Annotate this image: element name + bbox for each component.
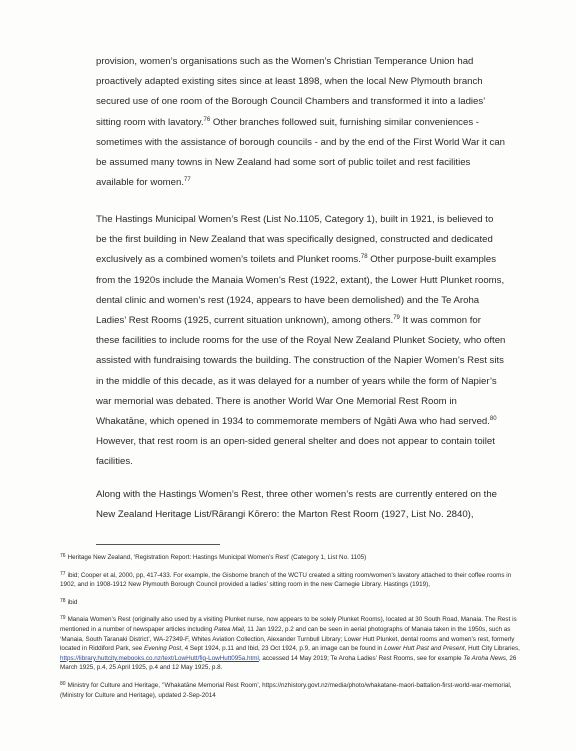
footnote-number: 77 [60, 570, 66, 577]
footnote-text-c: , 4 Sept 1924, p.11 and Ibid, 23 Oct 1924, p.9, an image can be found in [181, 645, 385, 653]
paragraph-3-text: Along with the Hastings Women’s Rest, three other women’s rests are currently entered on the New Zealand Heritage List/Rārangi Kōrero: the Marton Rest Room (1927, List No. 2840), [96, 489, 498, 521]
footnote-number: 79 [60, 615, 66, 622]
footnote-ref-80[interactable]: 80 [489, 416, 497, 423]
footnote-number: 76 [60, 553, 66, 559]
footnote-text-b: , 11 Jan 1922, p.2 and can be seen in aerial photographs of Manaia taken in the 1950s, such as ‘Manaia, South Taranaki District’, WA-27349-F, Whites Aviation Collection, Alexander Turnbull Library; Lower Hutt Plunket, dental rooms and women’s rest, formerly located in Riddiford Park, see [60, 625, 515, 653]
footnote-text-a: Manaia Women’s Rest (originally also used by a visiting Plunket nurse, now appears to be solely Plunket Rooms), located at 30 South Road, Manaia. The Rest is mentioned in a number of newspaper articles including [60, 616, 517, 633]
footnote-link[interactable]: https://library.huttcity.mebooks.co.nz/text/LowHutt/fig-LowHutt095a.html [60, 654, 259, 662]
footnotes-section [60, 552, 520, 707]
footnote-number: 80 [60, 680, 66, 687]
footnote-ref-79[interactable]: 79 [393, 315, 400, 322]
footnote-text: ibid [67, 598, 78, 606]
footnote-text: Ministry for Culture and Heritage, ‘’Whakatāne Memorial Rest Room’, https://nzhistory.govt.nz/media/photo/whakatane-maori-battalion-first-world-war-memorial, (Ministry for Culture and Heritage), updated 2-Sep-2014 [60, 681, 512, 699]
paragraph-2-text-a: The Hastings Municipal Women’s Rest (List No.1105, Category 1), built in 1921, is believed to be the first building in New Zealand that was specifically designed, constructed and dedicated exclusively as a combined women’s toilets and Plunket rooms. [96, 214, 494, 266]
paragraph-1 [96, 52, 506, 193]
footnote-80 [60, 680, 520, 700]
paragraph-1-text-a: provision, women’s organisations such as the Women’s Christian Temperance Union had proactively adapted existing sites since at least 1898, when the local New Plymouth branch secured use of one room of the Borough Council Chambers and transformed it into a ladies’ sitting room with lavatory. [96, 56, 485, 128]
footnote-76 [60, 552, 520, 563]
footnote-text-f: , 26 March 1925, p.4, 25 April 1925, p.4 and 12 May 1925, p.8. [60, 654, 517, 672]
footnote-source-title: Evening Post [144, 645, 182, 653]
paragraph-3 [96, 485, 506, 525]
footnote-number: 78 [60, 597, 66, 604]
footnote-text-d: , Hutt City Libraries, [464, 645, 520, 653]
footnote-79 [60, 614, 520, 673]
footnote-ref-76[interactable]: 76 [203, 116, 211, 123]
paragraph-2-text-c: It was common for these facilities to include rooms for the use of the Royal New Zealand Plunket Society, who often assisted with fundraising towards the building. The construction of the Napier Women’s Rest sits in the middle of this decade, as it was delayed for a number of years while the form of Napier’s war memorial was debated. There is another World War One Memorial Rest Room in Whakatāne, which opened in 1934 to commemorate members of Ngāti Awa who had served. [96, 315, 506, 428]
footnote-ref-77[interactable]: 77 [184, 177, 191, 184]
paragraph-1-text-b: Other branches followed suit, furnishing similar conveniences - sometimes with the assistance of borough councils - and by the end of the First World War it can be assumed many towns in New Zealand had some sort of public toilet and rest facilities available for women. [96, 116, 505, 189]
footnote-source-title: Lower Hutt Past and Present [384, 645, 465, 653]
footnote-source-title: Te Aroha News [463, 654, 506, 662]
footnote-text: Heritage New Zealand, ‘Registration Report: Hastings Municipal Women’s Rest’ (Category 1, List No. 1105) [67, 554, 367, 561]
paragraph-2-text-b: Other purpose-built examples from the 1920s include the Manaia Women’s Rest (1922, extant), the Lower Hutt Plunket rooms, dental clinic and women’s rest (1924, appears to have been demolished) and the Te Aroha Ladies’ Rest Rooms (1925, current situation unknown), among others. [96, 254, 505, 327]
footnote-ref-78[interactable]: 78 [360, 254, 368, 261]
footnote-78 [60, 597, 520, 608]
footnote-77 [60, 570, 520, 590]
footnote-divider [96, 544, 220, 545]
paragraph-2 [96, 210, 506, 473]
footnote-text: ibid; Cooper et al, 2000, pp, 417-433. For example, the Gisborne branch of the WCTU created a sitting room/women’s lavatory attached to their coffee rooms in 1902, and in 1908-1912 New Plymouth Borough Council provided a ladies’ sitting room in the new Carnegie Library. Hastings (1919), [60, 571, 512, 589]
paragraph-2-text-d: However, that rest room is an open-sided general shelter and does not appear to contain toilet facilities. [96, 436, 495, 468]
footnote-text-e: , accessed 14 May 2019; Te Aroha Ladies’ Rest Rooms, see for example [258, 654, 464, 662]
footnote-source-title: Patea Mail [214, 625, 244, 633]
